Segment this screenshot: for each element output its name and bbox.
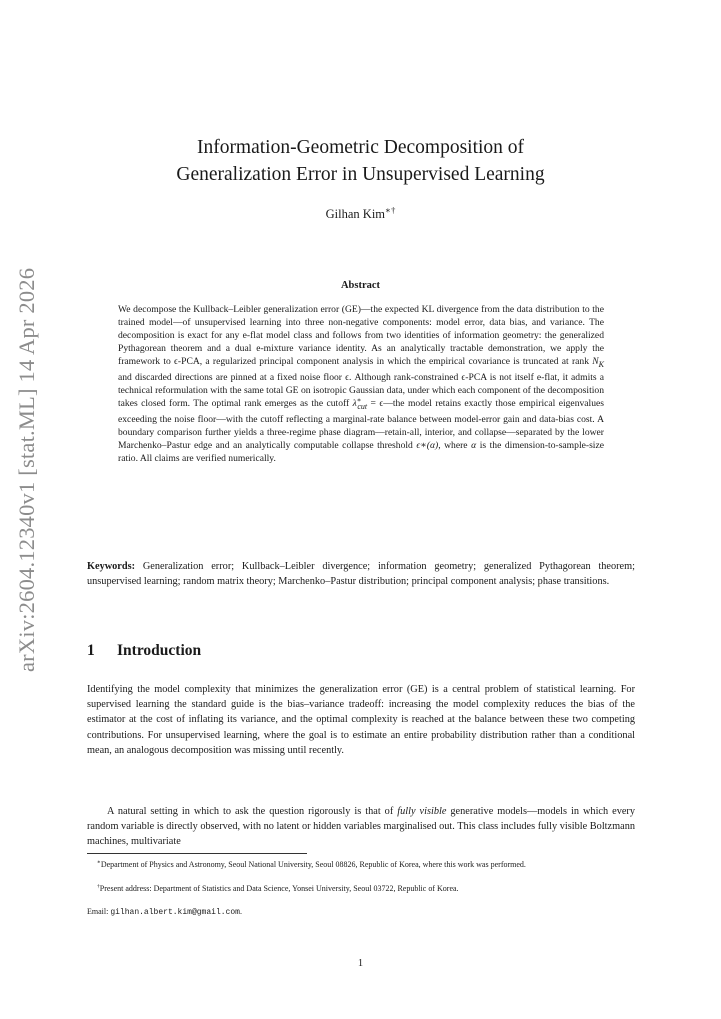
section-heading [87, 642, 201, 660]
abstract-text-5: is the dimension-to-sample-size ratio. All claims are verified numerically. [118, 440, 604, 465]
collapse-threshold-symbol: ϵ∗(α) [416, 440, 439, 452]
abstract-text-4: , where [438, 440, 472, 452]
arxiv-side-stamp: arXiv:2604.12340v1 [stat.ML] 14 Apr 2026 [14, 267, 39, 672]
cutoff-symbol: $\lambda^∗_{cut}$ [352, 397, 368, 412]
author-line [0, 204, 721, 222]
title-line-2: Generalization Error in Unsupervised Learning [176, 164, 545, 185]
author-name: Gilhan Kim [325, 207, 386, 221]
email-address[interactable]: gilhan.albert.kim@gmail.com [110, 908, 240, 917]
footnote-email: Email: gilhan.albert.kim@gmail.com. [87, 907, 242, 917]
rank-symbol: $N_K$ [592, 356, 604, 370]
abstract-text-1: We decompose the Kullback–Leibler generalization error (GE)—the expected KL divergence from the data distribution to the trained model—of unsupervised learning into three non-negative components: model error, data bias, and variance. The decomposition is exact for any e-flat model class and follows from two identities of information geometry: the generalized Pythagorean theorem and a dual e-mixture variance identity. As an analytically tractable demonstration, we apply the framework to ϵ-PCA, a regularized principal component analysis in which the empirical covariance is truncated at rank [118, 304, 604, 368]
intro-paragraph-2: A natural setting in which to ask the question rigorously is that of fully visible generative models—models in which every random variable is directly observed, with no latent or hidden variables marginalised out. This class includes fully visible Boltzmann machines, multivariate [87, 806, 635, 848]
abstract-text-2: and discarded directions are pinned at a fixed noise floor ϵ. Although rank-constrained ϵ-PCA is not itself e-flat, it admits a technical reformulation with the same total GE on isotropic Gaussian data, under which each component of the decomposition takes closed form. The optimal rank emerges as the cutoff [118, 372, 604, 410]
footnote-affiliation: ∗Department of Physics and Astronomy, Seoul National University, Seoul 08826, Republic of Korea, where this work was performed. [97, 859, 526, 869]
alpha-symbol: α [471, 440, 477, 452]
abstract-text-3: = ϵ—the model retains exactly those empirical eigenvalues exceeding the noise floor—with the cutoff reflecting a marginal-rate balance between model-error gain and data-bias cost. A boundary comparison further yields a three-regime phase diagram—retain-all, interior, and collapse—separated by the lower Marchenko–Pastur edge and an analytically computable collapse threshold [118, 398, 604, 452]
title-line-1: Information-Geometric Decomposition of [196, 137, 525, 158]
page-number: 1 [357, 958, 364, 969]
emphasis-fully-visible: fully visible [397, 806, 447, 817]
footnote-rule [87, 853, 307, 854]
section-number: 1 [87, 642, 95, 659]
abstract-body [118, 303, 604, 465]
intro-paragraph-1: Identifying the model complexity that minimizes the generalization error (GE) is a central problem of statistical learning. For supervised learning the standard guide is the bias–variance tradeoff: increasing the model complexity reduces the bias of the estimator at the cost of inflating its variance, and the optimal complexity is reached at the balance between these two competing contributions. For unsupervised learning, where the goal is to estimate an entire probability distribution rather than a conditional mean, an analogous decomposition was missing until recently. [87, 684, 635, 756]
keywords-text: Generalization error; Kullback–Leibler divergence; information geometry; generalized Pythagorean theorem; unsupervised learning; random matrix theory; Marchenko–Pastur distribution; principal component analysis; phase transitions. [87, 561, 635, 587]
abstract-heading: Abstract [340, 280, 381, 291]
author-footnote-marks: ∗† [385, 204, 396, 215]
footnote-present-address: †Present address: Department of Statistics and Data Science, Yonsei University, Seoul 03722, Republic of Korea. [97, 883, 459, 893]
keywords-label: Keywords: [87, 561, 136, 572]
keywords [87, 559, 635, 589]
section-title: Introduction [117, 642, 202, 659]
paper-title [0, 134, 721, 188]
